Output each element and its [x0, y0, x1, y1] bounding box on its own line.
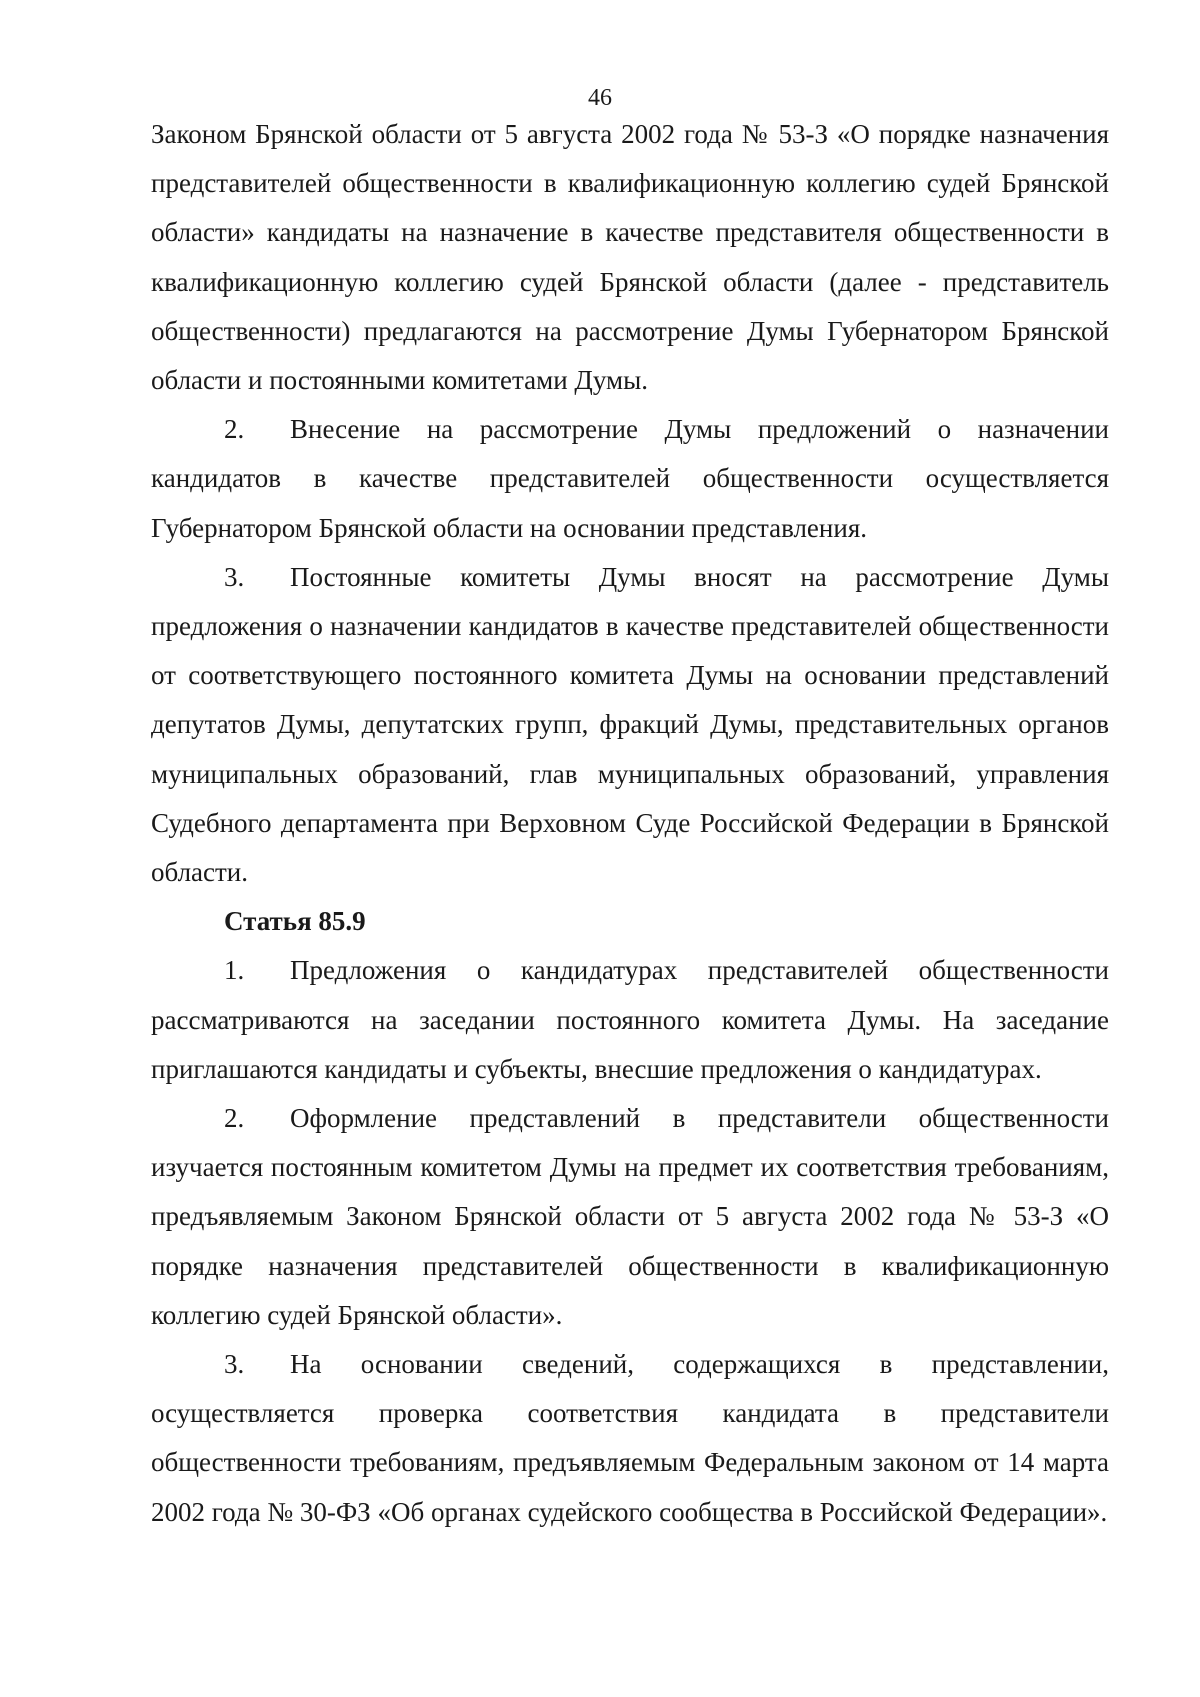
paragraph-number: 2.: [224, 1103, 245, 1134]
document-body: [151, 110, 1109, 1537]
article-heading: Статья 85.9: [224, 906, 366, 937]
paragraph-text: Оформление представлений в представители общественности изучается постоянным комитетом Думы на предмет их соответствия требованиям, предъявляемым Законом Брянской области от 5 августа 2002 года № 53-З «О порядке назначения представителей общественности в квалификационную коллегию судей Брянской области».: [151, 1103, 1109, 1330]
paragraph-text: Законом Брянской области от 5 августа 2002 года № 53-З «О порядке назначения представителей общественности в квалификационную коллегию судей Брянской области» кандидаты на назначение в качестве представителя общественности в квалификационную коллегию судей Брянской области (далее - представитель общественности) предлагаются на рассмотрение Думы Губернатором Брянской области и постоянными комитетами Думы.: [151, 119, 1109, 396]
article-item-2: [151, 1094, 1109, 1340]
page-number: 46: [588, 85, 612, 111]
paragraph-number: 3.: [224, 561, 245, 592]
paragraph-text: На основании сведений, содержащихся в представлении, осуществляется проверка соответствия кандидата в представители общественности требованиям, предъявляемым Федеральным законом от 14 марта 2002 года № 30-ФЗ «Об органах судейского сообщества в Российской Федерации».: [151, 1349, 1109, 1527]
article-item-3: [151, 1340, 1109, 1537]
paragraph-item-3: [151, 553, 1109, 897]
paragraph-continuation: [151, 110, 1109, 405]
paragraph-text: Предложения о кандидатурах представителей общественности рассматриваются на заседании постоянного комитета Думы. На заседание приглашаются кандидаты и субъекты, внесшие предложения о кандидатурах.: [151, 955, 1109, 1084]
paragraph-number: 3.: [224, 1349, 245, 1380]
paragraph-number: 1.: [224, 955, 245, 986]
paragraph-number: 2.: [224, 414, 245, 445]
article-item-1: [151, 946, 1109, 1094]
paragraph-text: Постоянные комитеты Думы вносят на рассмотрение Думы предложения о назначении кандидатов в качестве представителей общественности от соответствующего постоянного комитета Думы на основании представлений депутатов Думы, депутатских групп, фракций Думы, представительных органов муниципальных образований, глав муниципальных образований, управления Судебного департамента при Верховном Суде Российской Федерации в Брянской области.: [151, 561, 1109, 888]
paragraph-item-2: [151, 405, 1109, 553]
paragraph-text: Внесение на рассмотрение Думы предложений о назначении кандидатов в качестве представителей общественности осуществляется Губернатором Брянской области на основании представления.: [151, 414, 1109, 543]
